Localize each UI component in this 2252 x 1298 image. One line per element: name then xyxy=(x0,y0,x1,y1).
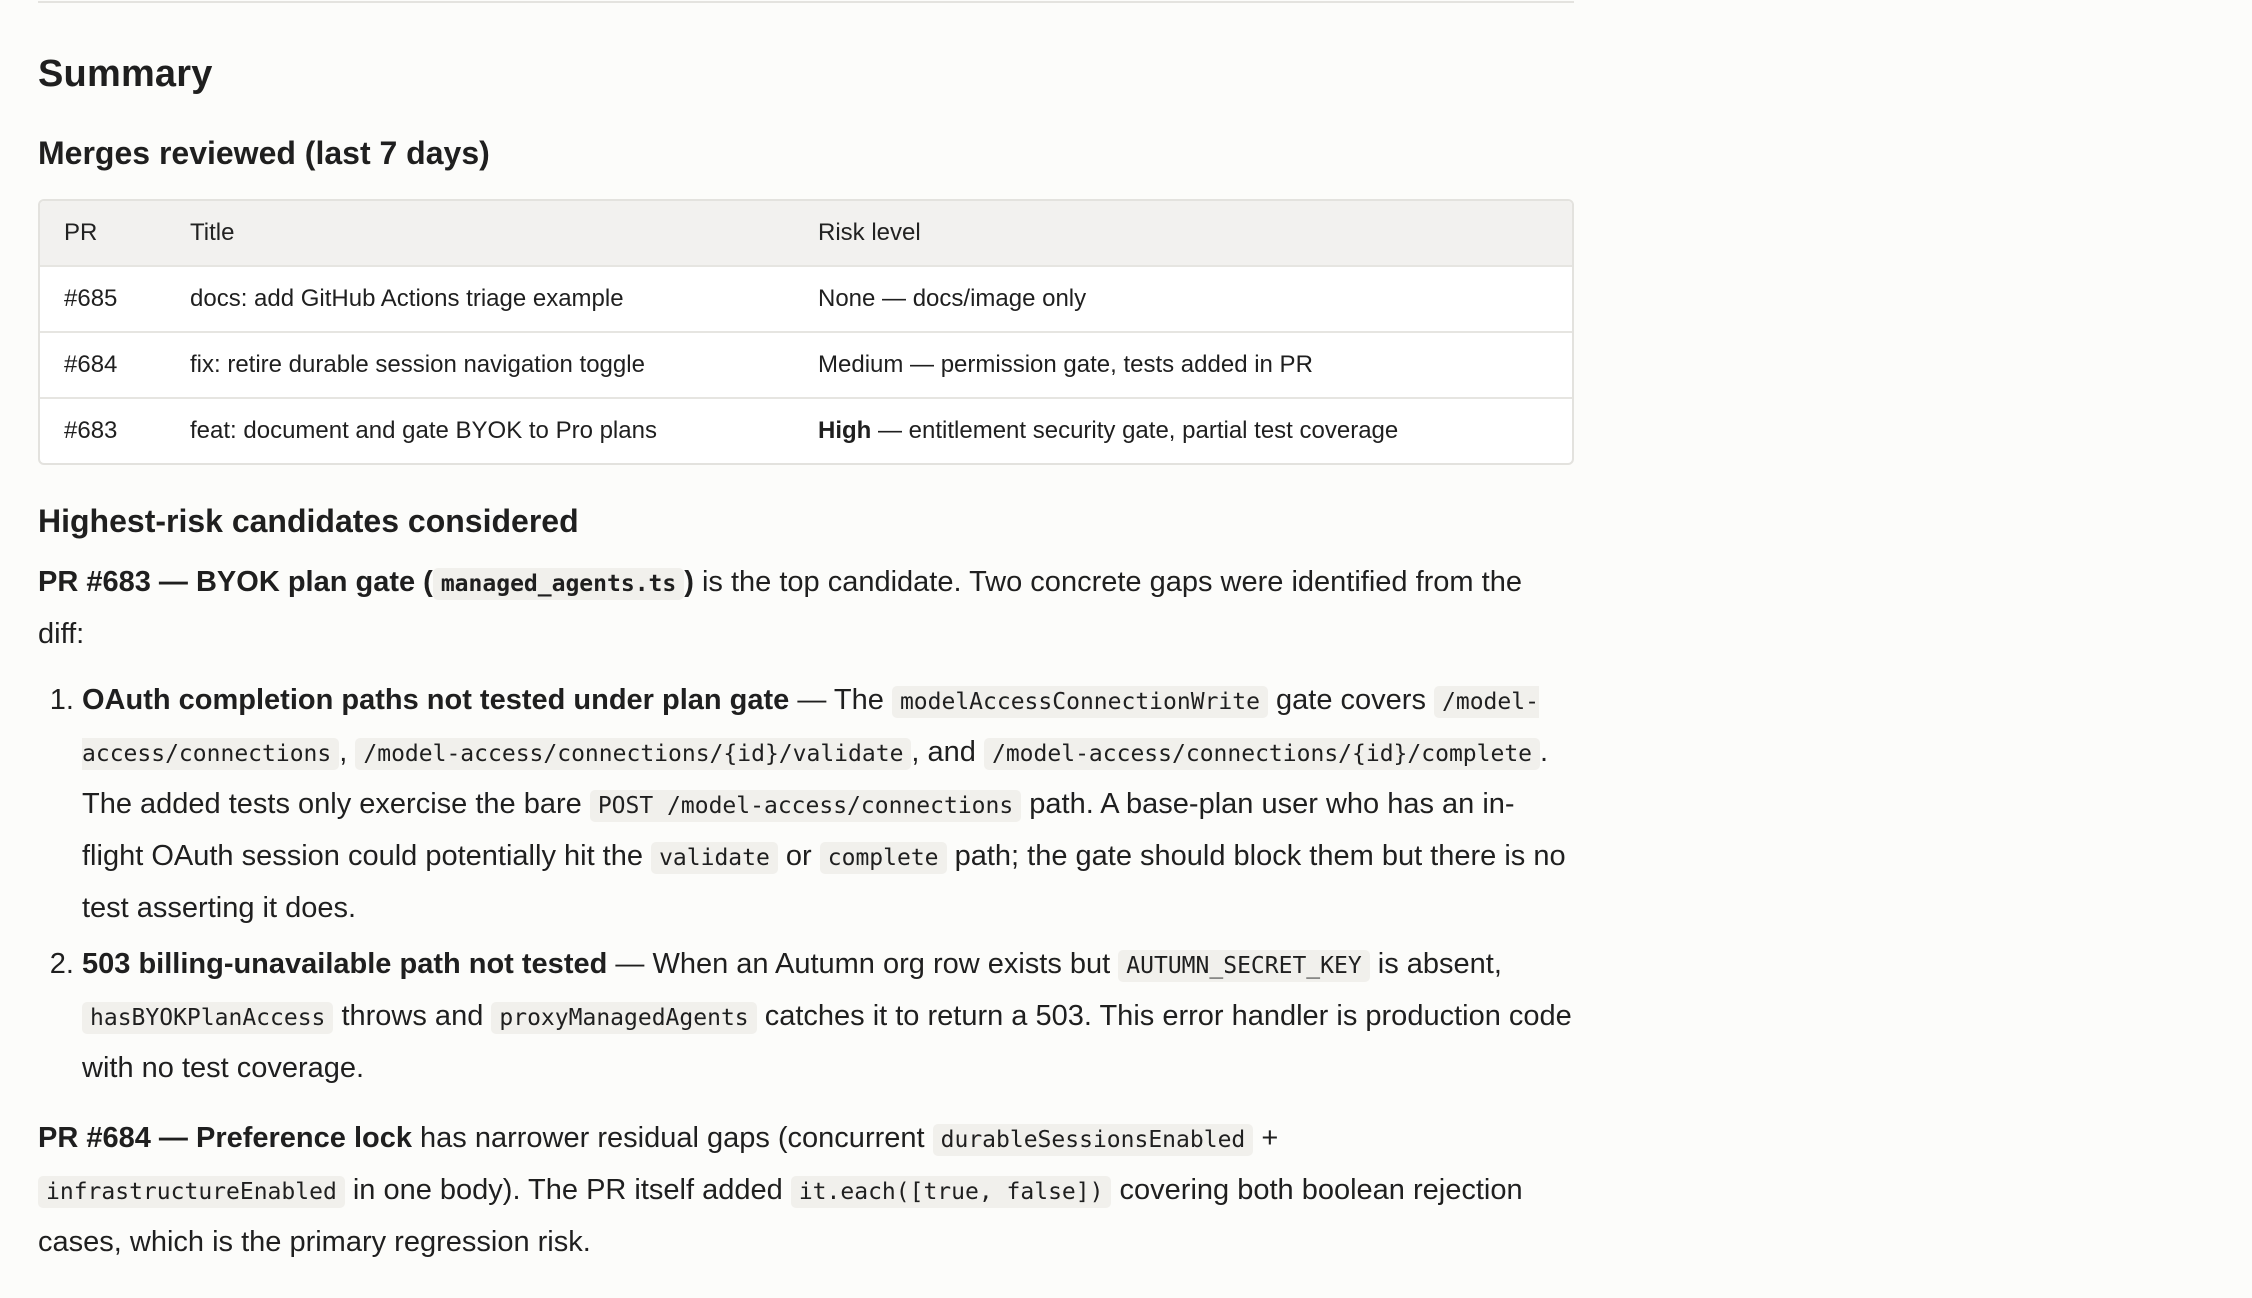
text: path. A base-plan user who has an in-flight OAuth session could potentially hit the xyxy=(82,788,1515,872)
inline-code: POST /model-access/connections xyxy=(590,790,1021,822)
intro-strong-prefix: PR #683 — BYOK plan gate ( xyxy=(38,566,433,598)
inline-code: /model-access/connections/{id}/complete xyxy=(984,738,1540,770)
pr-number-cell: #684 xyxy=(64,351,118,378)
pr684-paragraph xyxy=(38,1113,1574,1267)
risk-level-text: — entitlement security gate, partial test coverage xyxy=(871,417,1399,444)
inline-code: proxyManagedAgents xyxy=(491,1002,756,1034)
intro-text: is the top candidate. Two concrete gaps were identified from the diff: xyxy=(38,566,1522,650)
candidates-heading: Highest-risk candidates considered xyxy=(38,503,579,539)
text: . The added tests only exercise the bare xyxy=(82,736,1549,820)
text: is absent, xyxy=(1369,948,1502,980)
text: or xyxy=(777,840,820,872)
risk-level-text: Medium — permission gate, tests added in PR xyxy=(818,351,1313,378)
column-header-pr: PR xyxy=(64,219,98,246)
gap-title: OAuth completion paths not tested under plan gate xyxy=(82,684,790,716)
pr-title-cell: feat: document and gate BYOK to Pro plans xyxy=(190,417,657,444)
table-row xyxy=(40,266,1572,332)
document xyxy=(38,0,1574,1267)
gaps-list xyxy=(38,675,1574,1093)
pr-number-cell: #685 xyxy=(64,285,118,312)
inline-code: durableSessionsEnabled xyxy=(933,1124,1254,1156)
inline-code: managed_agents.ts xyxy=(433,568,684,600)
text: + xyxy=(1253,1122,1279,1154)
inline-code: modelAccessConnectionWrite xyxy=(892,686,1268,718)
column-header-title: Title xyxy=(190,219,235,246)
text: , and xyxy=(911,736,984,768)
text: catches it to return a 503. This error handler is production code with no test coverage. xyxy=(82,1000,1572,1084)
gap-title: 503 billing-unavailable path not tested xyxy=(82,948,608,980)
pr-number-cell: #683 xyxy=(64,417,118,444)
merges-table xyxy=(38,199,1574,465)
text: — When an Autumn org row exists but xyxy=(607,948,1119,980)
intro-paragraph xyxy=(38,557,1574,659)
pr-title-cell: fix: retire durable session navigation toggle xyxy=(190,351,645,378)
text: throws and xyxy=(333,1000,492,1032)
inline-code: complete xyxy=(820,842,947,874)
column-header-risk: Risk level xyxy=(818,219,921,246)
intro-strong xyxy=(38,566,694,598)
text: , xyxy=(339,736,356,768)
risk-level-cell xyxy=(794,332,1572,398)
summary-heading: Summary xyxy=(38,53,213,95)
list-item xyxy=(82,939,1574,1093)
risk-level-cell xyxy=(794,398,1572,463)
inline-code: validate xyxy=(651,842,778,874)
inline-code: /model-access/connections xyxy=(82,686,1539,770)
inline-code: hasBYOKPlanAccess xyxy=(82,1002,333,1034)
text: in one body). The PR itself added xyxy=(344,1174,791,1206)
merges-heading: Merges reviewed (last 7 days) xyxy=(38,135,490,171)
table-header-row xyxy=(40,201,1572,266)
risk-level-strong: High xyxy=(818,417,872,444)
text: covering both boolean rejection cases, which is the primary regression risk. xyxy=(38,1174,1523,1258)
table-row xyxy=(40,398,1572,463)
text: gate covers xyxy=(1267,684,1434,716)
divider xyxy=(38,1,1574,3)
inline-code: /model-access/connections/{id}/validate xyxy=(355,738,911,770)
text: has narrower residual gaps (concurrent xyxy=(411,1122,933,1154)
pr-title-cell: docs: add GitHub Actions triage example xyxy=(190,285,624,312)
inline-code: it.each([true, false]) xyxy=(791,1176,1112,1208)
inline-code: AUTUMN_SECRET_KEY xyxy=(1118,950,1369,982)
text: path; the gate should block them but there is no test asserting it does. xyxy=(82,840,1566,924)
list-item xyxy=(82,675,1574,933)
pr684-strong: PR #684 — Preference lock xyxy=(38,1122,412,1154)
text: — The xyxy=(789,684,892,716)
intro-strong-suffix: ) xyxy=(684,566,694,598)
inline-code: infrastructureEnabled xyxy=(38,1176,345,1208)
risk-level-cell xyxy=(794,266,1572,332)
risk-level-text: None — docs/image only xyxy=(818,285,1087,312)
table-row xyxy=(40,332,1572,398)
